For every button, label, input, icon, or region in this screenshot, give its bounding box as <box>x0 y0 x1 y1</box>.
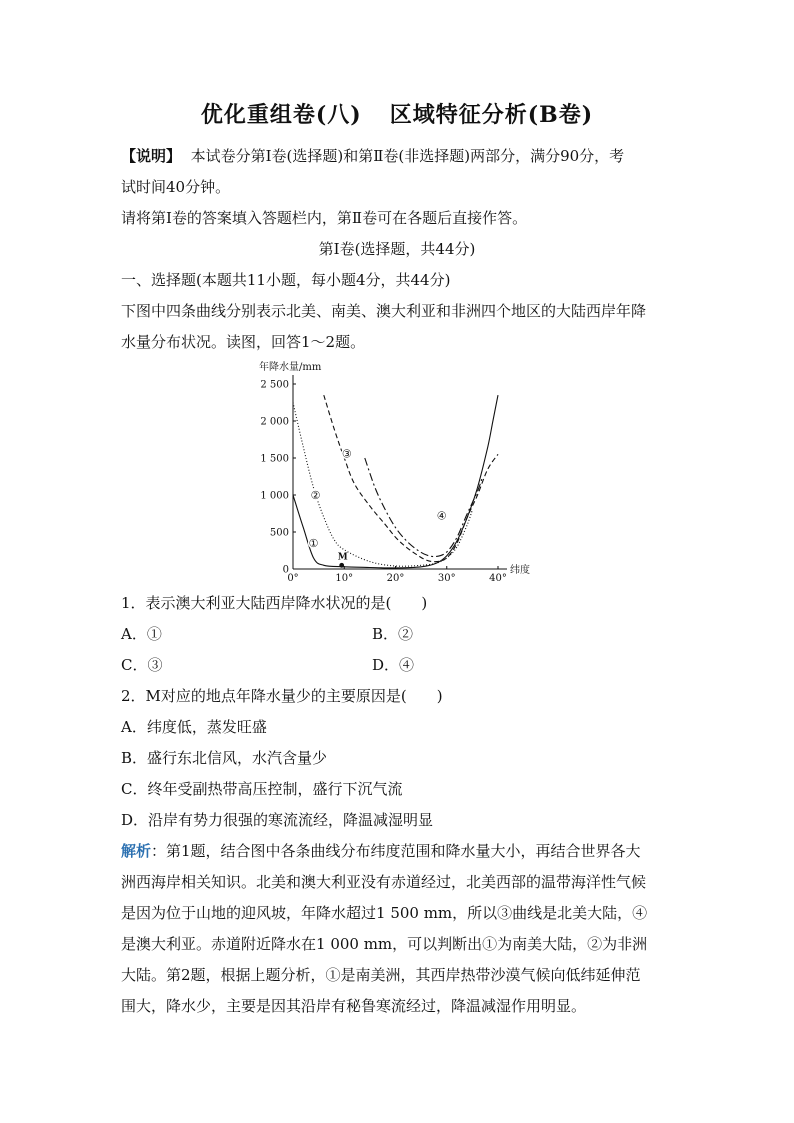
precipitation-chart <box>255 355 545 585</box>
q2-option-b[interactable]: B．盛行东北信风，水汽含量少 <box>121 749 328 767</box>
series-label-3: ③ <box>341 447 352 461</box>
analysis-line-1 <box>121 841 681 861</box>
note-line-3: 请将第Ⅰ卷的答案填入答题栏内，第Ⅱ卷可在各题后直接作答。 <box>121 209 528 227</box>
x-tick-label: 0° <box>287 573 299 584</box>
q2-option-a[interactable]: A．纬度低，蒸发旺盛 <box>121 718 267 736</box>
note-label: 【说明】 <box>121 147 182 165</box>
y-tick-label: 0 <box>282 564 289 576</box>
y-tick-label: 500 <box>269 527 289 539</box>
y-axis-title: 年降水量/mm <box>259 362 322 373</box>
point-m-label: M <box>337 552 348 563</box>
x-tick-label: 10° <box>335 573 354 584</box>
q1-option-d[interactable]: D．④ <box>372 656 415 674</box>
chart-labels <box>259 360 530 584</box>
x-axis-title: 纬度 <box>510 565 530 576</box>
series-line-1 <box>293 395 498 568</box>
page-title <box>0 98 794 129</box>
q1-option-b[interactable]: B．② <box>372 625 414 643</box>
x-tick-label: 30° <box>437 573 456 584</box>
series-line-4 <box>365 458 483 557</box>
x-tick-label: 40° <box>489 573 507 584</box>
y-tick-label: 2 500 <box>260 379 289 391</box>
series-label-2: ② <box>310 489 321 502</box>
analysis-line-5: 大陆。第2题，根据上题分析，①是南美洲，其西岸热带沙漠气候向低纬延伸范 <box>121 966 641 984</box>
x-tick-label: 20° <box>386 573 405 584</box>
q1-stem: 1．表示澳大利亚大陆西岸降水状况的是( ) <box>121 594 428 612</box>
q2-option-d[interactable]: D．沿岸有势力很强的寒流流经，降温减湿明显 <box>121 811 434 829</box>
y-tick-label: 2 000 <box>260 416 289 428</box>
series-line-3 <box>324 395 498 562</box>
q2-option-c[interactable]: C．终年受副热带高压控制，盛行下沉气流 <box>121 780 403 798</box>
part-heading: 一、选择题(本题共11小题，每小题4分，共44分) <box>121 271 451 289</box>
q1-option-a[interactable]: A．① <box>121 625 162 643</box>
analysis-line-2: 洲西海岸相关知识。北美和澳大利亚没有赤道经过，北美西部的温带海洋性气候 <box>121 873 647 891</box>
chart-series <box>293 395 498 568</box>
analysis-text-1: ：第1题，结合图中各条曲线分布纬度范围和降水量大小，再结合世界各大 <box>151 842 641 860</box>
title-sub: 区域特征分析(B卷) <box>389 102 594 128</box>
q1-option-c[interactable]: C．③ <box>121 656 163 674</box>
note-line-2: 试时间40分钟。 <box>121 178 231 196</box>
note-line-1 <box>121 146 681 166</box>
y-tick-label: 1 000 <box>260 490 289 502</box>
intro-line-2: 水量分布状况。读图，回答1～2题。 <box>121 333 366 351</box>
intro-line-1: 下图中四条曲线分别表示北美、南美、澳大利亚和非洲四个地区的大陆西岸年降 <box>121 302 647 320</box>
series-label-4: ④ <box>436 509 447 523</box>
analysis-line-6: 围大，降水少，主要是因其沿岸有秘鲁寒流经过，降温减湿作用明显。 <box>121 997 587 1015</box>
series-label-1: ① <box>308 537 319 551</box>
y-tick-label: 1 500 <box>260 453 289 465</box>
title-main: 优化重组卷(八) <box>200 102 362 128</box>
section-heading: 第Ⅰ卷(选择题，共44分) <box>318 240 476 258</box>
chart-axes <box>293 375 507 569</box>
q2-stem: 2．M对应的地点年降水量少的主要原因是( ) <box>121 687 443 705</box>
point-m-marker <box>339 563 344 568</box>
note-text-1: 本试卷分第Ⅰ卷(选择题)和第Ⅱ卷(非选择题)两部分，满分90分，考 <box>190 147 625 165</box>
analysis-line-4: 是澳大利亚。赤道附近降水在1 000 mm，可以判断出①为南美大陆，②为非洲 <box>121 935 648 953</box>
analysis-label: 解析 <box>121 842 152 860</box>
series-line-2 <box>293 403 472 567</box>
analysis-line-3: 是因为位于山地的迎风坡，年降水超过1 500 mm，所以③曲线是北美大陆，④ <box>121 904 648 922</box>
